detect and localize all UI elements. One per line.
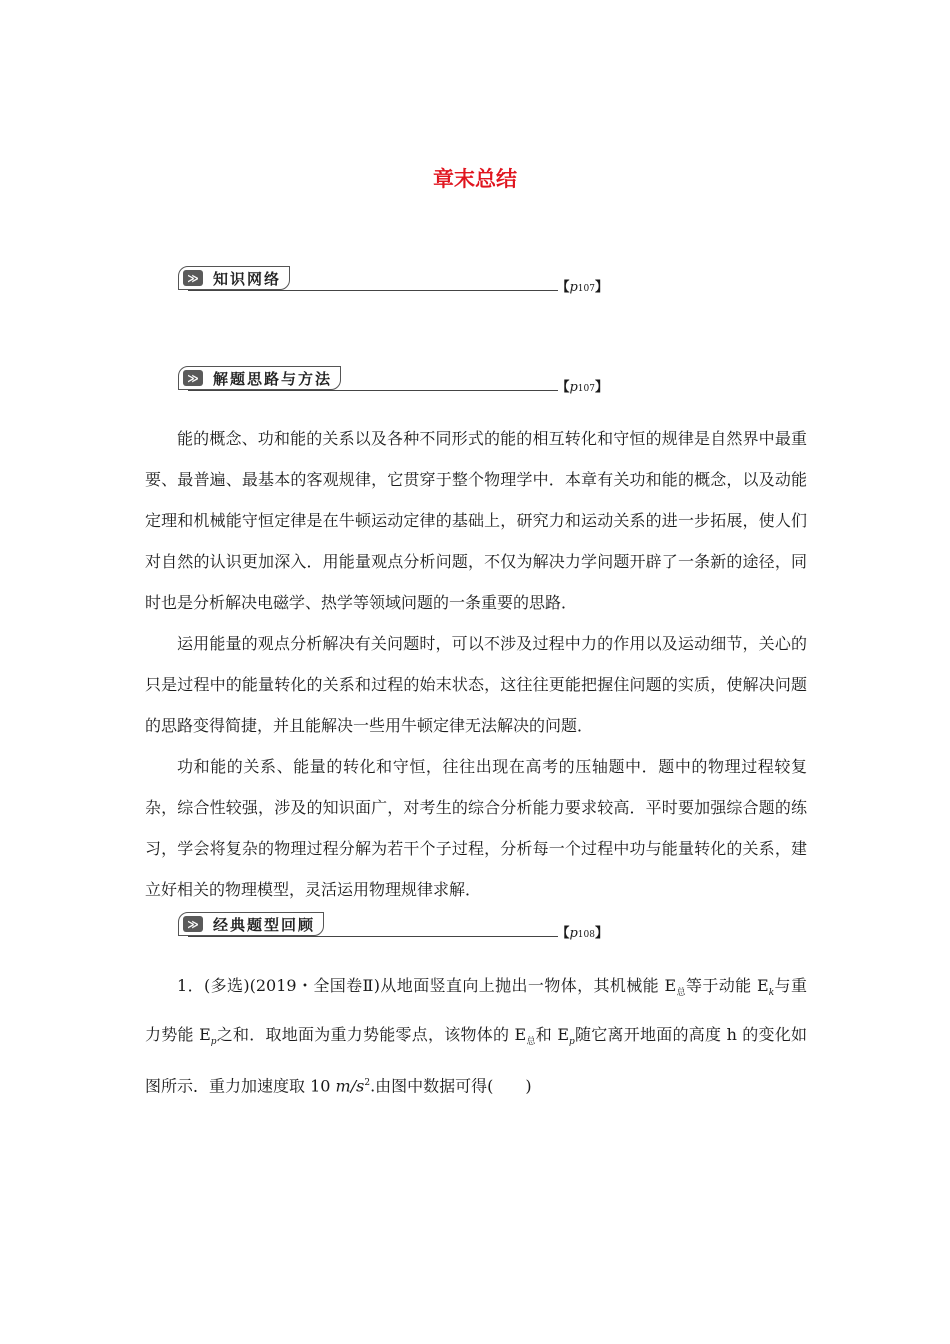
chevron-down-icon: ≫: [183, 916, 203, 932]
page-reference: 【p108】: [556, 926, 608, 941]
section-label: 知识网络: [213, 269, 282, 288]
section-rule: [188, 290, 558, 291]
section-header-classic-problems: [178, 912, 608, 941]
question-1: [145, 965, 807, 1107]
section-label: 经典题型回顾: [213, 915, 316, 934]
paragraph: 功和能的关系、能量的转化和守恒，往往出现在高考的压轴题中．题中的物理过程较复杂，综合性较强，涉及的知识面广，对考生的综合分析能力要求较高．平时要加强综合题的练习，学会将复杂的物理过程分解为若干个子过程，分析每一个过程中功与能量转化的关系，建立好相关的物理模型，灵活运用物理规律求解．: [145, 757, 807, 899]
section-rule: [188, 390, 558, 391]
section-tab: [178, 912, 324, 936]
section-rule: [188, 936, 558, 937]
chevron-down-icon: ≫: [183, 370, 203, 386]
section-header-knowledge-network: [178, 266, 608, 295]
section-header-solving-methods: [178, 366, 608, 395]
page-reference: 【p107】: [556, 380, 608, 395]
section-label: 解题思路与方法: [213, 369, 333, 388]
section-tab: [178, 266, 290, 290]
page-title: 章末总结: [433, 167, 517, 191]
page-reference: 【p107】: [556, 280, 608, 295]
question-text: 1．(多选)(2019・全国卷Ⅱ)从地面竖直向上抛出一物体，其机械能 $E_总$等于动能 $E_k$与重力势能 $E_p$之和．取地面为重力势能零点，该物体的 $E_总$和 $E_p$随它离开地面的高度 h 的变化如图所示．重力加速度取 10 $m/s^2$.由图中数据可得( ): [145, 976, 807, 1096]
paragraph: 能的概念、功和能的关系以及各种不同形式的能的相互转化和守恒的规律是自然界中最重要、最普遍、最基本的客观规律，它贯穿于整个物理学中．本章有关功和能的概念，以及动能定理和机械能守恒定律是在牛顿运动定律的基础上，研究力和运动关系的进一步拓展，使人们对自然的认识更加深入．用能量观点分析问题，不仅为解决力学问题开辟了一条新的途径，同时也是分析解决电磁学、热学等领域问题的一条重要的思路．: [145, 429, 807, 612]
paragraph: 运用能量的观点分析解决有关问题时，可以不涉及过程中力的作用以及运动细节，关心的只是过程中的能量转化的关系和过程的始末状态，这往往更能把握住问题的实质，使解决问题的思路变得简捷，并且能解决一些用牛顿定律无法解决的问题．: [145, 634, 807, 735]
section-tab: [178, 366, 341, 390]
chevron-down-icon: ≫: [183, 270, 203, 286]
body-text: [145, 418, 807, 910]
